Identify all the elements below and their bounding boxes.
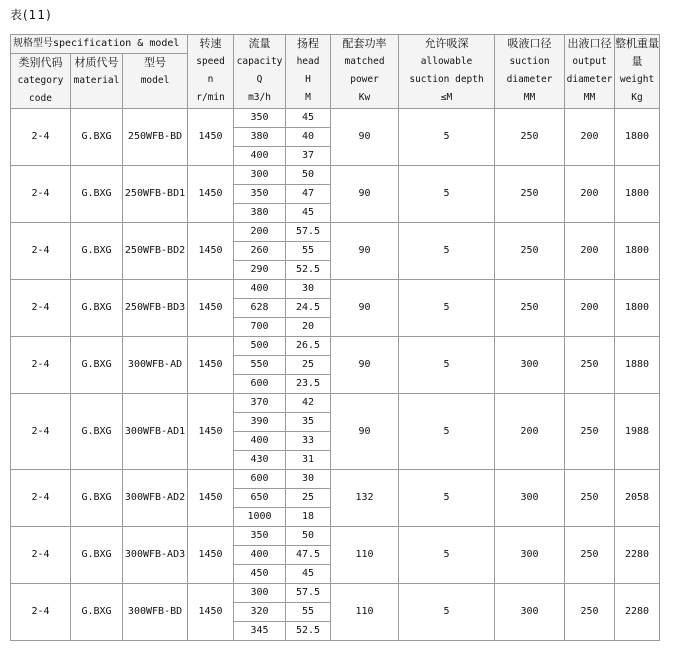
suction-diameter-cell: 250 [495, 166, 565, 223]
model-cell: 300WFB-AD3 [123, 527, 188, 584]
head-cell: 25 [286, 356, 331, 375]
head-cell: 26.5 [286, 337, 331, 356]
capacity-cell: 345 [234, 622, 286, 641]
output-diameter-cell: 200 [565, 280, 615, 337]
material-cell: G.BXG [71, 109, 123, 166]
table-row [11, 527, 660, 546]
category-header: 类别代码 category code [11, 54, 71, 109]
head-cell: 55 [286, 242, 331, 261]
suction-depth-cell: 5 [399, 109, 495, 166]
capacity-cell: 320 [234, 603, 286, 622]
head-header: 扬程 head H M [286, 35, 331, 109]
capacity-cell: 600 [234, 375, 286, 394]
capacity-cell: 290 [234, 261, 286, 280]
power-cell: 90 [331, 337, 399, 394]
head-cell: 31 [286, 451, 331, 470]
capacity-cell: 1000 [234, 508, 286, 527]
speed-cell: 1450 [188, 470, 234, 527]
head-cell: 47 [286, 185, 331, 204]
suction-diameter-header: 吸液口径 suction diameter MM [495, 35, 565, 109]
table-row [11, 223, 660, 242]
head-cell: 47.5 [286, 546, 331, 565]
head-cell: 42 [286, 394, 331, 413]
table-row [11, 394, 660, 413]
head-cell: 35 [286, 413, 331, 432]
capacity-cell: 350 [234, 109, 286, 128]
suction-diameter-cell: 250 [495, 280, 565, 337]
head-cell: 30 [286, 280, 331, 299]
power-cell: 90 [331, 166, 399, 223]
speed-cell: 1450 [188, 584, 234, 641]
head-cell: 45 [286, 565, 331, 584]
output-diameter-cell: 250 [565, 527, 615, 584]
model-header: 型号 model [123, 54, 188, 109]
weight-cell: 1988 [615, 394, 660, 470]
output-diameter-cell: 250 [565, 584, 615, 641]
suction-depth-cell: 5 [399, 527, 495, 584]
speed-cell: 1450 [188, 223, 234, 280]
head-cell: 24.5 [286, 299, 331, 318]
head-cell: 33 [286, 432, 331, 451]
head-cell: 55 [286, 603, 331, 622]
power-cell: 90 [331, 109, 399, 166]
spec-table [10, 34, 660, 641]
capacity-cell: 550 [234, 356, 286, 375]
suction-diameter-cell: 300 [495, 337, 565, 394]
head-cell: 45 [286, 109, 331, 128]
weight-cell: 2280 [615, 527, 660, 584]
category-cell: 2-4 [11, 470, 71, 527]
category-cell: 2-4 [11, 166, 71, 223]
capacity-cell: 390 [234, 413, 286, 432]
head-cell: 50 [286, 166, 331, 185]
material-cell: G.BXG [71, 470, 123, 527]
category-cell: 2-4 [11, 223, 71, 280]
power-cell: 132 [331, 470, 399, 527]
capacity-cell: 380 [234, 128, 286, 147]
suction-depth-cell: 5 [399, 280, 495, 337]
material-cell: G.BXG [71, 337, 123, 394]
capacity-cell: 260 [234, 242, 286, 261]
head-cell: 18 [286, 508, 331, 527]
table-caption: 表(11) [10, 8, 52, 22]
head-cell: 20 [286, 318, 331, 337]
speed-cell: 1450 [188, 166, 234, 223]
table-body [11, 109, 660, 641]
material-header: 材质代号 material [71, 54, 123, 109]
capacity-cell: 650 [234, 489, 286, 508]
suction-diameter-cell: 250 [495, 223, 565, 280]
capacity-cell: 370 [234, 394, 286, 413]
capacity-cell: 350 [234, 185, 286, 204]
suction-depth-cell: 5 [399, 470, 495, 527]
suction-depth-header: 允许吸深 allowable suction depth ≤M [399, 35, 495, 109]
weight-cell: 1800 [615, 109, 660, 166]
output-diameter-cell: 250 [565, 470, 615, 527]
speed-cell: 1450 [188, 527, 234, 584]
weight-cell: 1800 [615, 280, 660, 337]
head-cell: 52.5 [286, 622, 331, 641]
category-cell: 2-4 [11, 527, 71, 584]
table-row [11, 584, 660, 603]
table-row [11, 166, 660, 185]
model-cell: 300WFB-AD [123, 337, 188, 394]
head-cell: 40 [286, 128, 331, 147]
capacity-cell: 200 [234, 223, 286, 242]
suction-diameter-cell: 250 [495, 109, 565, 166]
output-diameter-cell: 250 [565, 337, 615, 394]
category-cell: 2-4 [11, 280, 71, 337]
material-cell: G.BXG [71, 584, 123, 641]
speed-cell: 1450 [188, 394, 234, 470]
model-cell: 250WFB-BD1 [123, 166, 188, 223]
table-row [11, 280, 660, 299]
model-cell: 250WFB-BD [123, 109, 188, 166]
power-header: 配套功率 matched power Kw [331, 35, 399, 109]
suction-diameter-cell: 300 [495, 584, 565, 641]
capacity-cell: 400 [234, 147, 286, 166]
head-cell: 30 [286, 470, 331, 489]
power-cell: 90 [331, 394, 399, 470]
output-diameter-header: 出液口径 output diameter MM [565, 35, 615, 109]
head-cell: 52.5 [286, 261, 331, 280]
capacity-cell: 400 [234, 546, 286, 565]
table-row [11, 109, 660, 128]
output-diameter-cell: 200 [565, 223, 615, 280]
head-cell: 45 [286, 204, 331, 223]
head-cell: 23.5 [286, 375, 331, 394]
capacity-cell: 300 [234, 166, 286, 185]
weight-cell: 2280 [615, 584, 660, 641]
model-cell: 300WFB-BD [123, 584, 188, 641]
speed-cell: 1450 [188, 109, 234, 166]
spec-group-header: 规格型号specification & model [11, 35, 188, 54]
output-diameter-cell: 200 [565, 109, 615, 166]
capacity-cell: 350 [234, 527, 286, 546]
head-cell: 50 [286, 527, 331, 546]
power-cell: 90 [331, 280, 399, 337]
suction-depth-cell: 5 [399, 337, 495, 394]
power-cell: 90 [331, 223, 399, 280]
output-diameter-cell: 250 [565, 394, 615, 470]
material-cell: G.BXG [71, 280, 123, 337]
capacity-cell: 600 [234, 470, 286, 489]
model-cell: 250WFB-BD3 [123, 280, 188, 337]
capacity-cell: 400 [234, 280, 286, 299]
capacity-cell: 450 [234, 565, 286, 584]
output-diameter-cell: 200 [565, 166, 615, 223]
suction-depth-cell: 5 [399, 394, 495, 470]
model-cell: 300WFB-AD1 [123, 394, 188, 470]
suction-depth-cell: 5 [399, 223, 495, 280]
weight-cell: 1880 [615, 337, 660, 394]
model-cell: 300WFB-AD2 [123, 470, 188, 527]
category-cell: 2-4 [11, 394, 71, 470]
head-cell: 57.5 [286, 584, 331, 603]
power-cell: 110 [331, 527, 399, 584]
weight-header: 整机重量 量 weight Kg [615, 35, 660, 109]
capacity-cell: 700 [234, 318, 286, 337]
capacity-cell: 430 [234, 451, 286, 470]
capacity-header: 流量 capacity Q m3/h [234, 35, 286, 109]
capacity-cell: 400 [234, 432, 286, 451]
suction-diameter-cell: 300 [495, 527, 565, 584]
category-cell: 2-4 [11, 337, 71, 394]
suction-diameter-cell: 200 [495, 394, 565, 470]
suction-depth-cell: 5 [399, 584, 495, 641]
weight-cell: 1800 [615, 223, 660, 280]
material-cell: G.BXG [71, 166, 123, 223]
material-cell: G.BXG [71, 223, 123, 280]
weight-cell: 2058 [615, 470, 660, 527]
speed-header: 转速 speed n r/min [188, 35, 234, 109]
head-cell: 57.5 [286, 223, 331, 242]
capacity-cell: 628 [234, 299, 286, 318]
model-cell: 250WFB-BD2 [123, 223, 188, 280]
capacity-cell: 380 [234, 204, 286, 223]
power-cell: 110 [331, 584, 399, 641]
material-cell: G.BXG [71, 527, 123, 584]
head-cell: 37 [286, 147, 331, 166]
table-row [11, 337, 660, 356]
speed-cell: 1450 [188, 337, 234, 394]
material-cell: G.BXG [71, 394, 123, 470]
suction-diameter-cell: 300 [495, 470, 565, 527]
category-cell: 2-4 [11, 109, 71, 166]
table-row [11, 470, 660, 489]
weight-cell: 1800 [615, 166, 660, 223]
speed-cell: 1450 [188, 280, 234, 337]
suction-depth-cell: 5 [399, 166, 495, 223]
capacity-cell: 300 [234, 584, 286, 603]
head-cell: 25 [286, 489, 331, 508]
capacity-cell: 500 [234, 337, 286, 356]
category-cell: 2-4 [11, 584, 71, 641]
